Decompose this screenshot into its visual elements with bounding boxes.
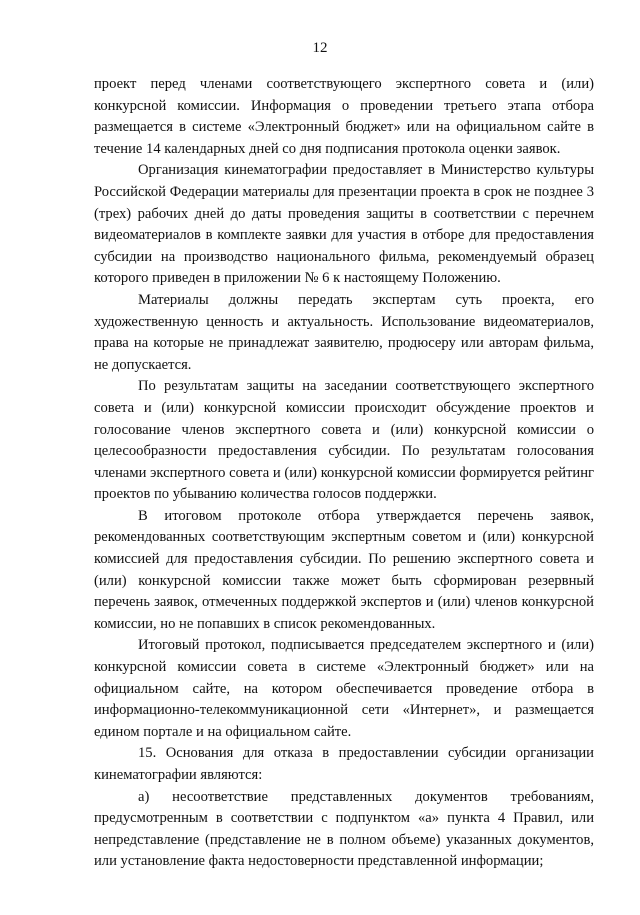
paragraph-2: Организация кинематографии предоставляет в Министерство культуры Российской Федерации материалы для презентации проекта в срок не позднее 3 (трех) рабочих дней до даты проведения защиты в соответствии с перечнем видеоматериалов в комплекте заявки для участия в отборе для предоставления субсидии на производство национального фильма, рекомендуемый образец которого приведен в приложении № 6 к настоящему Положению. bbox=[94, 162, 594, 287]
body-text bbox=[94, 74, 594, 873]
paragraph-8: а) несоответствие представленных документов требованиям, предусмотренным в соответствии с подпунктом «а» пункта 4 Правил, или непредставление (представление не в полном объеме) указанных документов, или установление факта недостоверности представленной информации; bbox=[94, 788, 594, 870]
paragraph-4: По результатам защиты на заседании соответствующего экспертного совета и (или) конкурсной комиссии происходит обсуждение проектов и голосование членов экспертного совета и (или) конкурсной комиссии о целесообразности предоставления субсидии. По результатам голосования членами экспертного совета и (или) конкурсной комиссии формируется рейтинг проектов по убыванию количества голосов поддержки. bbox=[94, 378, 594, 503]
page-number: 12 bbox=[312, 40, 328, 56]
paragraph-6: Итоговый протокол, подписывается председателем экспертного и (или) конкурсной комиссии совета в системе «Электронный бюджет» или на официальном сайте, на котором обеспечивается проведение отбора в информационно-телекоммуникационной сети «Интернет», и размещается едином портале и на официальном сайте. bbox=[94, 637, 594, 740]
paragraph-3: Материалы должны передать экспертам суть проекта, его художественную ценность и актуальность. Использование видеоматериалов, права на которые не принадлежат заявителю, продюсеру или авторам фильма, не допускается. bbox=[94, 291, 594, 373]
paragraph-7: 15. Основания для отказа в предоставлении субсидии организации кинематографии являются: bbox=[94, 745, 594, 783]
paragraph-1: проект перед членами соответствующего экспертного совета и (или) конкурсной комиссии. Информация о проведении третьего этапа отбора размещается в системе «Электронный бюджет» или на официальном сайте в течение 14 календарных дней со дня подписания протокола оценки заявок. bbox=[94, 76, 594, 157]
paragraph-5: В итоговом протоколе отбора утверждается перечень заявок, рекомендованных соответствующим экспертным советом и (или) конкурсной комиссией для предоставления субсидии. По решению экспертного совета и (или) конкурсной комиссии также может быть сформирован резервный перечень заявок, отмеченных поддержкой экспертов и (или) членов конкурсной комиссии, но не попавших в список рекомендованных. bbox=[94, 507, 594, 632]
